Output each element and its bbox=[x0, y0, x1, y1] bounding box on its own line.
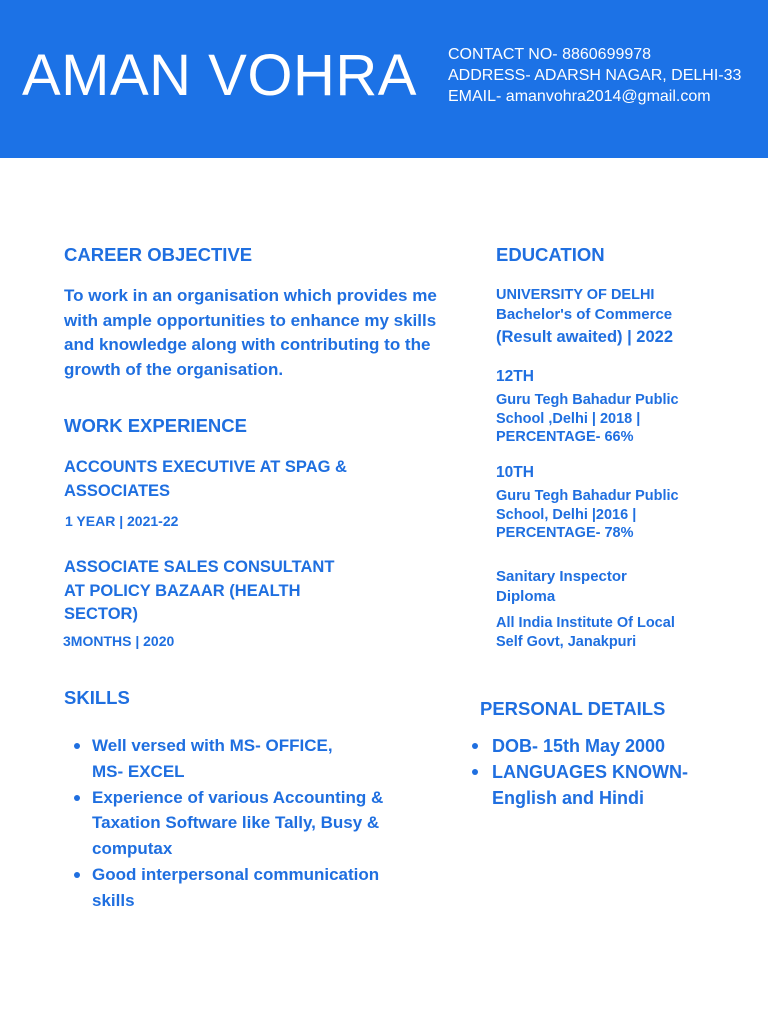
email: EMAIL- amanvohra2014@gmail.com bbox=[448, 88, 711, 105]
work-experience-heading: WORK EXPERIENCE bbox=[64, 415, 247, 436]
job-title: ACCOUNTS EXECUTIVE AT SPAG & ASSOCIATES bbox=[64, 458, 347, 500]
career-objective-text: To work in an organisation which provides me with ample opportunities to enhance my skills and knowledge along with contributing to the growth of the organisation. bbox=[64, 286, 437, 379]
list-item: Experience of various Accounting & Taxation Software like Tally, Busy & computax bbox=[92, 785, 422, 862]
job-duration: 1 YEAR | 2021-22 bbox=[65, 513, 179, 529]
contact-block bbox=[448, 44, 741, 107]
education-title: 12TH bbox=[496, 368, 534, 385]
degree-status: (Result awaited) | 2022 bbox=[496, 328, 674, 346]
job-duration: 3MONTHS | 2020 bbox=[63, 633, 175, 649]
list-item: LANGUAGES KNOWN- English and Hindi bbox=[492, 759, 702, 811]
contact-number: CONTACT NO- 8860699978 bbox=[448, 46, 652, 63]
address: ADDRESS- ADARSH NAGAR, DELHI-33 bbox=[448, 67, 742, 84]
list-item: Well versed with MS- OFFICE, MS- EXCEL bbox=[92, 733, 362, 785]
education-details: Guru Tegh Bahadur Public School, Delhi |2016 | PERCENTAGE- 78% bbox=[496, 488, 679, 541]
degree: Bachelor's of Commerce bbox=[496, 306, 673, 323]
education-title: Sanitary Inspector Diploma bbox=[496, 568, 627, 605]
skills-list bbox=[92, 733, 422, 914]
header-banner bbox=[0, 0, 768, 158]
candidate-name: AMAN VOHRA bbox=[22, 43, 417, 108]
career-objective-heading: CAREER OBJECTIVE bbox=[64, 244, 253, 265]
university-name: UNIVERSITY OF DELHI bbox=[496, 287, 655, 303]
personal-details-list bbox=[492, 733, 722, 811]
personal-details-heading: PERSONAL DETAILS bbox=[480, 698, 666, 719]
education-details: Guru Tegh Bahadur Public School ,Delhi | 2018 | PERCENTAGE- 66% bbox=[496, 392, 679, 445]
skills-heading: SKILLS bbox=[64, 687, 130, 708]
education-details: All India Institute Of Local Self Govt, Janakpuri bbox=[496, 615, 675, 650]
list-item: Good interpersonal communication skills bbox=[92, 862, 422, 914]
education-title: 10TH bbox=[496, 464, 534, 481]
job-title: ASSOCIATE SALES CONSULTANT AT POLICY BAZAAR (HEALTH SECTOR) bbox=[64, 558, 335, 623]
list-item: DOB- 15th May 2000 bbox=[492, 733, 722, 759]
education-heading: EDUCATION bbox=[496, 244, 605, 265]
